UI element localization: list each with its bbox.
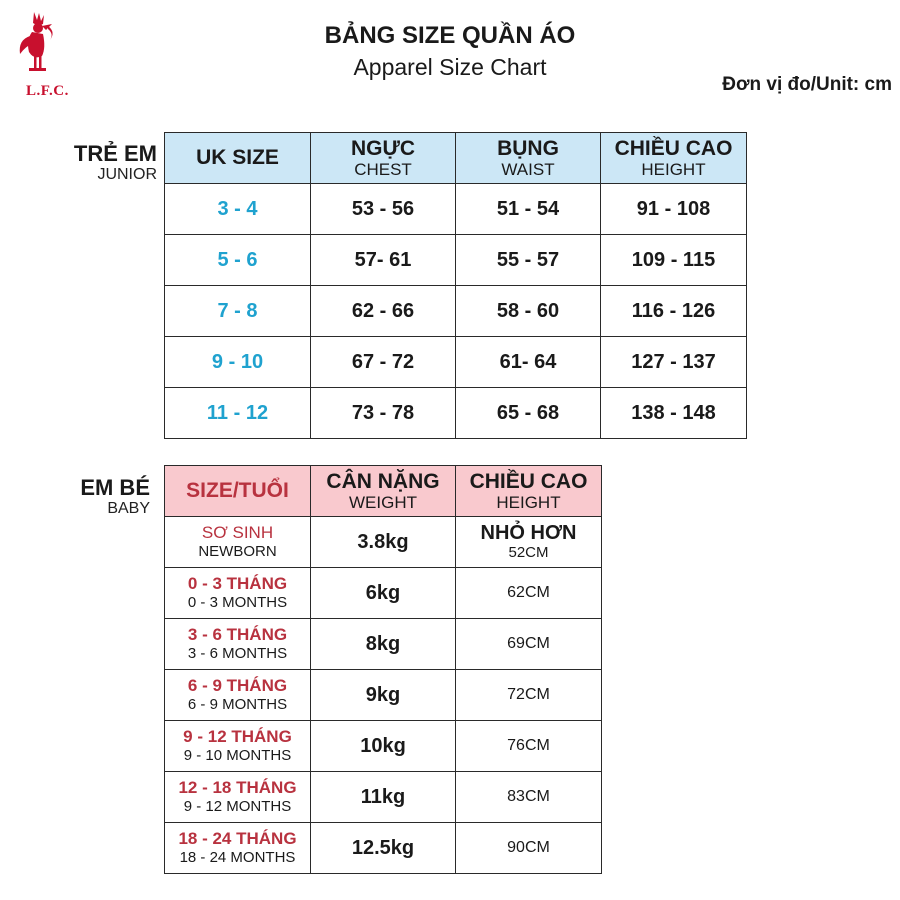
size-cell: 9 - 10 xyxy=(165,337,311,388)
junior-label-main: TRẺ EM xyxy=(73,141,157,166)
table-row xyxy=(165,388,747,439)
weight-cell: 8kg xyxy=(311,619,456,670)
header-chest: NGỰC CHEST xyxy=(311,133,456,184)
height-cell: 90CM xyxy=(456,823,602,874)
age-cell: 18 - 24 THÁNG 18 - 24 MONTHS xyxy=(165,823,311,874)
height-cell: 109 - 115 xyxy=(601,235,747,286)
height-cell: 72CM xyxy=(456,670,602,721)
table-header-row xyxy=(165,466,602,517)
height-cell: 138 - 148 xyxy=(601,388,747,439)
baby-size-table xyxy=(164,465,602,874)
logo-text: L.F.C. xyxy=(26,83,69,99)
header-uk-size: UK SIZE xyxy=(165,133,311,184)
age-cell: 3 - 6 THÁNG 3 - 6 MONTHS xyxy=(165,619,311,670)
waist-cell: 51 - 54 xyxy=(456,184,601,235)
weight-cell: 9kg xyxy=(311,670,456,721)
table-row xyxy=(165,235,747,286)
table-row xyxy=(165,568,602,619)
height-cell: NHỎ HƠN 52CM xyxy=(456,517,602,568)
age-cell: SƠ SINH NEWBORN xyxy=(165,517,311,568)
size-cell: 11 - 12 xyxy=(165,388,311,439)
baby-label-sub: BABY xyxy=(107,500,150,517)
age-cell: 12 - 18 THÁNG 9 - 12 MONTHS xyxy=(165,772,311,823)
size-cell: 7 - 8 xyxy=(165,286,311,337)
page-title: BẢNG SIZE QUẦN ÁO xyxy=(324,22,576,49)
age-cell: 9 - 12 THÁNG 9 - 10 MONTHS xyxy=(165,721,311,772)
unit-label: Đơn vị đo/Unit: cm xyxy=(722,74,892,95)
header-height: CHIỀU CAO HEIGHT xyxy=(456,466,602,517)
header-weight: CÂN NẶNG WEIGHT xyxy=(311,466,456,517)
baby-label-main: EM BÉ xyxy=(80,475,150,500)
waist-cell: 55 - 57 xyxy=(456,235,601,286)
height-cell: 127 - 137 xyxy=(601,337,747,388)
weight-cell: 11kg xyxy=(311,772,456,823)
size-cell: 3 - 4 xyxy=(165,184,311,235)
table-row xyxy=(165,337,747,388)
age-cell: 6 - 9 THÁNG 6 - 9 MONTHS xyxy=(165,670,311,721)
height-cell: 76CM xyxy=(456,721,602,772)
weight-cell: 6kg xyxy=(311,568,456,619)
height-cell: 69CM xyxy=(456,619,602,670)
weight-cell: 3.8kg xyxy=(311,517,456,568)
header-waist: BỤNG WAIST xyxy=(456,133,601,184)
weight-cell: 10kg xyxy=(311,721,456,772)
page-subtitle: Apparel Size Chart xyxy=(353,54,547,80)
junior-label-sub: JUNIOR xyxy=(97,166,157,183)
table-row xyxy=(165,772,602,823)
header-height: CHIỀU CAO HEIGHT xyxy=(601,133,747,184)
table-row xyxy=(165,823,602,874)
table-header-row xyxy=(165,133,747,184)
size-cell: 5 - 6 xyxy=(165,235,311,286)
height-cell: 91 - 108 xyxy=(601,184,747,235)
chest-cell: 73 - 78 xyxy=(311,388,456,439)
baby-section-label xyxy=(0,476,150,518)
table-row xyxy=(165,286,747,337)
table-row xyxy=(165,721,602,772)
chest-cell: 57- 61 xyxy=(311,235,456,286)
waist-cell: 58 - 60 xyxy=(456,286,601,337)
table-row xyxy=(165,619,602,670)
chest-cell: 62 - 66 xyxy=(311,286,456,337)
table-row xyxy=(165,184,747,235)
waist-cell: 61- 64 xyxy=(456,337,601,388)
header-size-age: SIZE/TUỔI xyxy=(165,466,311,517)
weight-cell: 12.5kg xyxy=(311,823,456,874)
waist-cell: 65 - 68 xyxy=(456,388,601,439)
junior-section-label xyxy=(0,142,157,184)
height-cell: 62CM xyxy=(456,568,602,619)
age-cell: 0 - 3 THÁNG 0 - 3 MONTHS xyxy=(165,568,311,619)
junior-size-table xyxy=(164,132,747,439)
height-cell: 83CM xyxy=(456,772,602,823)
height-cell: 116 - 126 xyxy=(601,286,747,337)
chest-cell: 67 - 72 xyxy=(311,337,456,388)
chest-cell: 53 - 56 xyxy=(311,184,456,235)
table-row xyxy=(165,517,602,568)
table-row xyxy=(165,670,602,721)
